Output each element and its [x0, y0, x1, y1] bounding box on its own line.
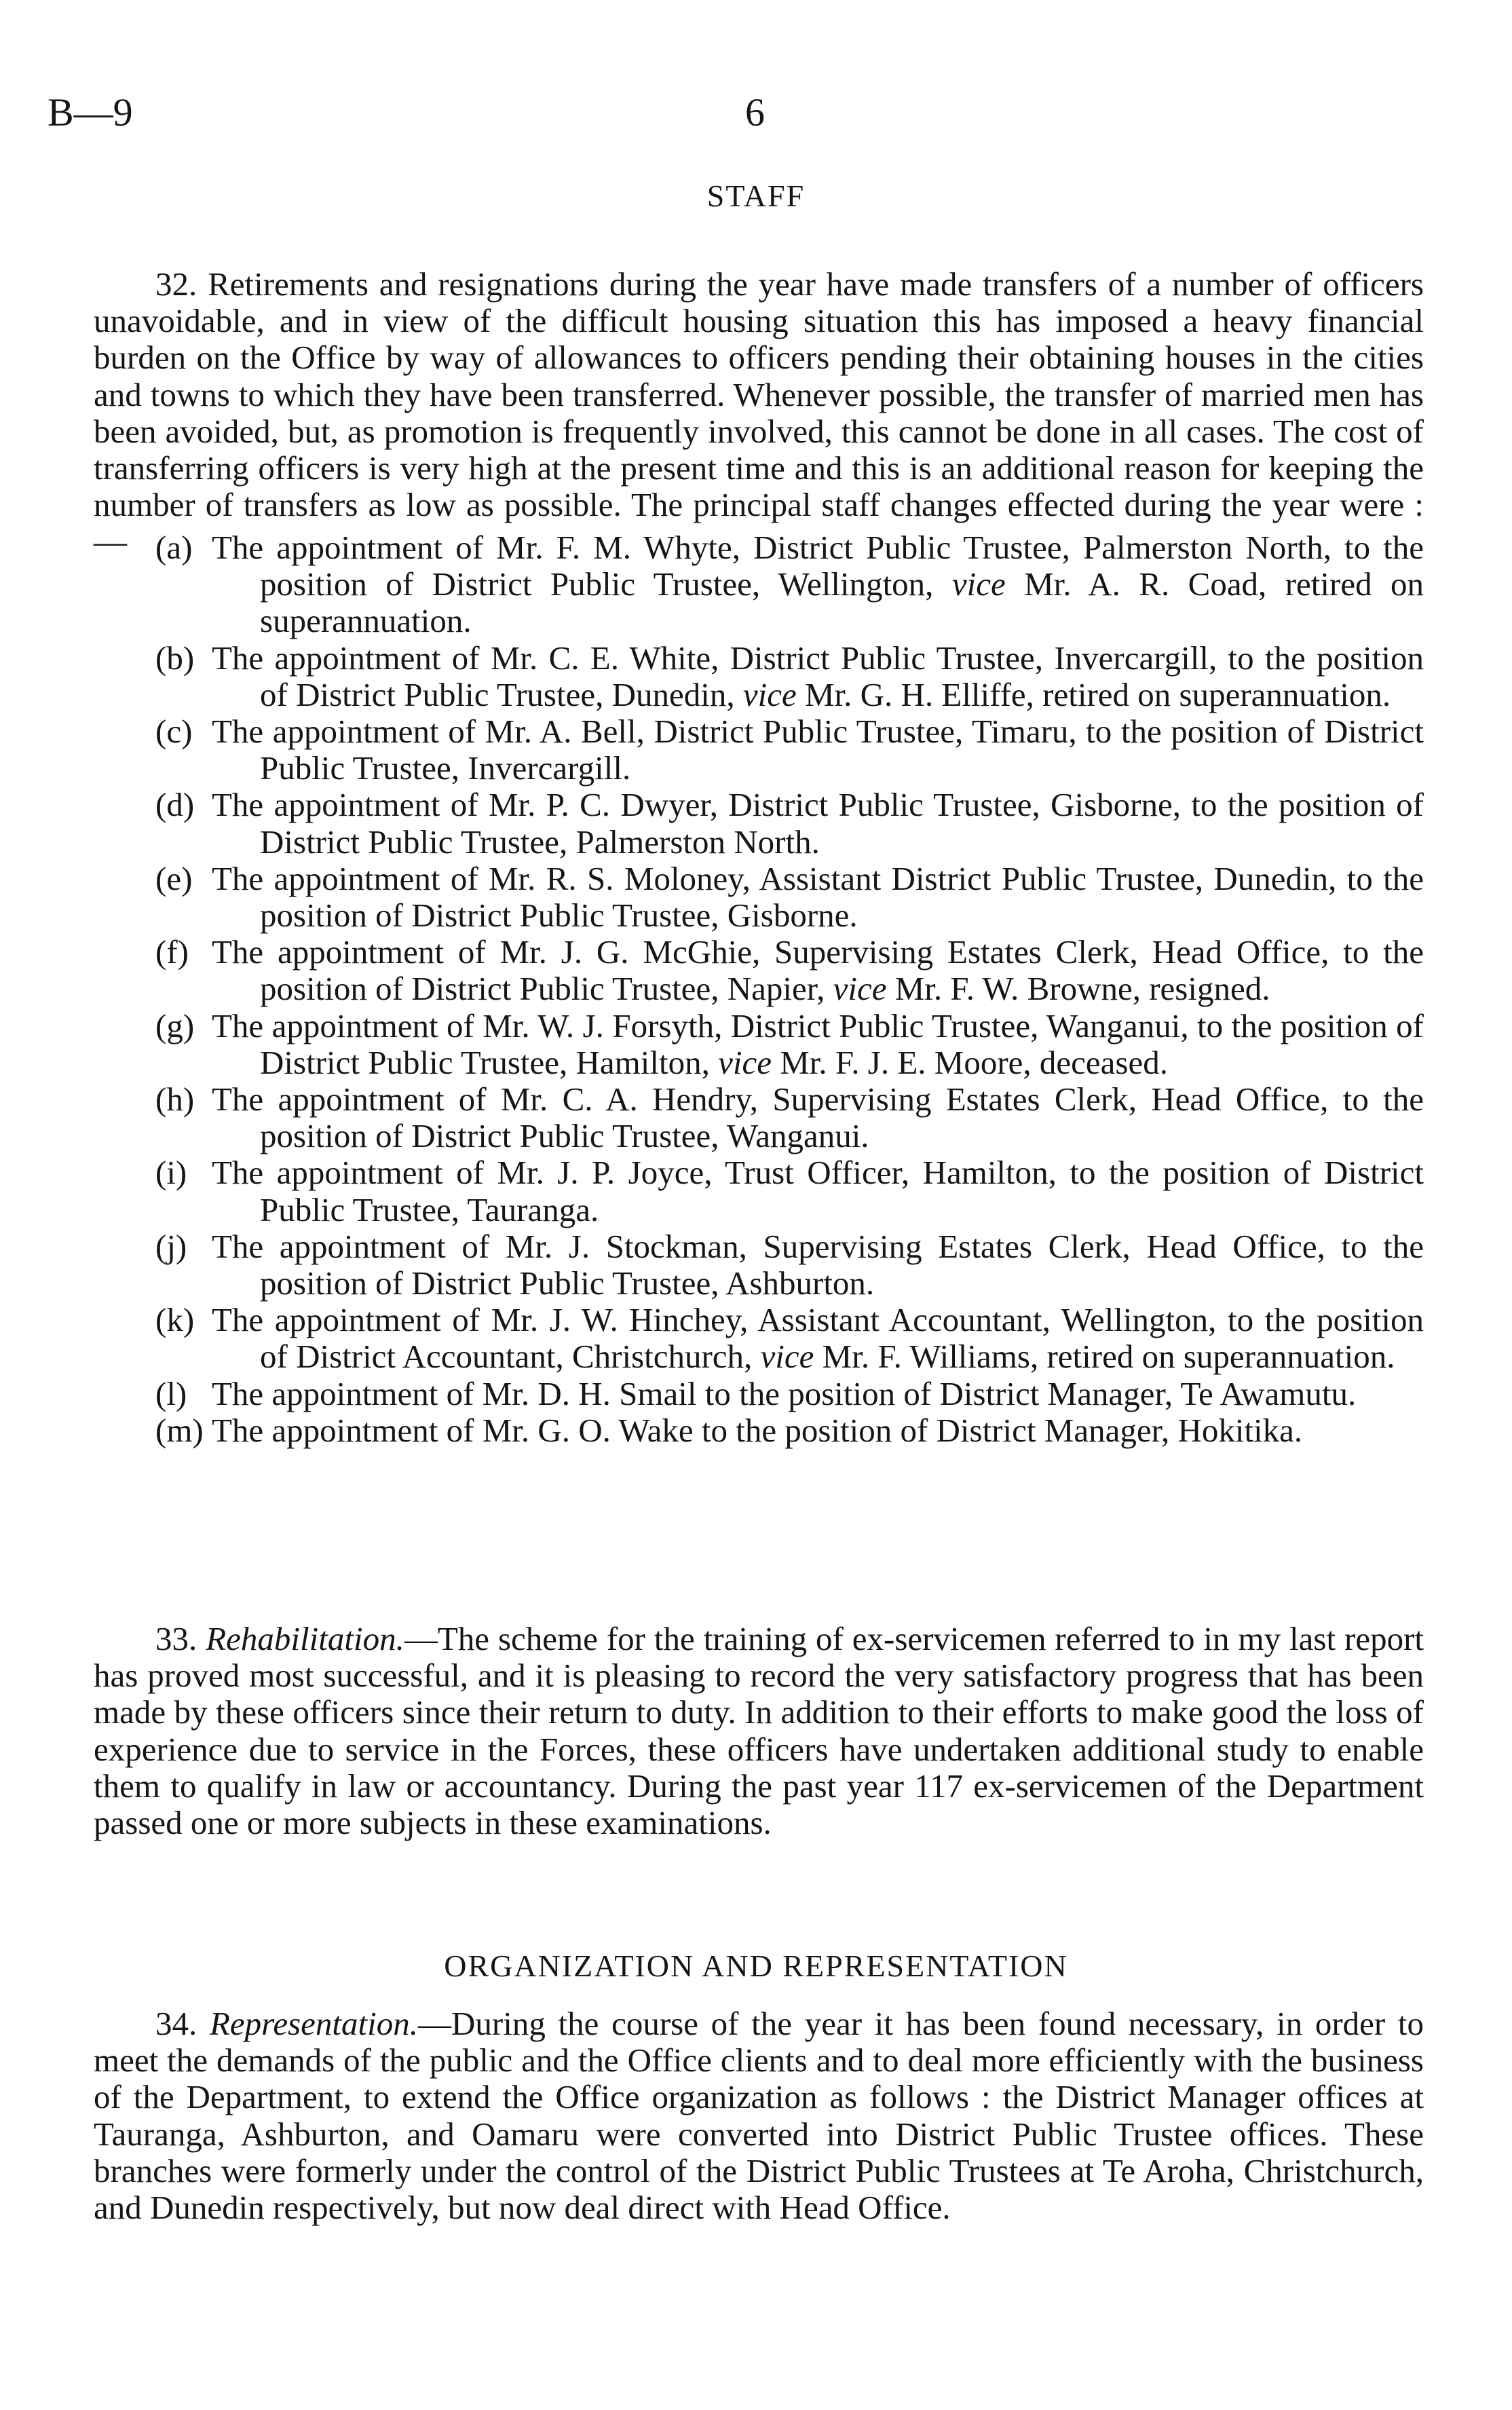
- paragraph-text: [94, 2006, 1424, 2226]
- italic-text: Representation.: [209, 2005, 419, 2042]
- section-heading-staff: STAFF: [706, 178, 806, 213]
- text-run: The appointment of Mr. G. O. Wake to the position of District Manager, Hokitika.: [212, 1411, 1303, 1449]
- list-item-label: (a): [155, 529, 193, 566]
- text-run: The appointment of Mr. D. H. Smail to the position of District Manager, Te Awamutu.: [212, 1374, 1357, 1412]
- list-item: [94, 1081, 1424, 1154]
- paragraph-32: [94, 266, 1424, 561]
- list-item: [94, 861, 1424, 934]
- list-item-text: [212, 1411, 1424, 1449]
- text-run: The appointment of Mr. C. E. White, District Public Trustee, Invercargill, to the position of District Public Trustee, Dunedin,: [212, 639, 1424, 713]
- list-item-text: [212, 1227, 1424, 1302]
- list-item-text: [212, 786, 1424, 861]
- paragraph-34: [94, 2006, 1424, 2226]
- text-run: —The scheme for the training of ex-servicemen referred to in my last report has proved most successful, and it is pleasing to record the very satisfactory progress that has been made by these officers since their return to duty. In addition to their efforts to make good the loss of experience due to service in the Forces, these officers have undertaken additional study to enable them to qualify in law or accountancy. During the past year 117 ex-servicemen of the Department passed one or more subjects in these examinations.: [94, 1620, 1424, 1842]
- list-item-text: [212, 933, 1424, 1008]
- text-run: Mr. F. J. E. Moore, deceased.: [771, 1043, 1168, 1081]
- list-item-label: (m): [155, 1411, 204, 1449]
- list-item-text: [212, 713, 1424, 787]
- list-item-text: [212, 529, 1424, 640]
- list-item-label: (h): [155, 1080, 195, 1118]
- italic-text: vice: [833, 970, 887, 1008]
- list-item: [94, 934, 1424, 1007]
- list-item-text: [212, 859, 1424, 935]
- list-item: [94, 1376, 1424, 1412]
- list-item: [94, 787, 1424, 860]
- list-item-label: (i): [155, 1154, 187, 1192]
- list-item-label: (f): [155, 933, 189, 971]
- text-run: The appointment of Mr. P. C. Dwyer, District Public Trustee, Gisborne, to the position of District Public Trustee, Palmerston North.: [212, 786, 1424, 861]
- list-item-label: (k): [155, 1301, 195, 1339]
- text-run: Mr. F. Williams, retired on superannuation.: [814, 1338, 1395, 1376]
- list-item: [94, 1302, 1424, 1375]
- list-item: [94, 1228, 1424, 1302]
- text-run: Mr. G. H. Elliffe, retired on superannuation.: [796, 675, 1391, 713]
- list-item-label: (c): [155, 713, 193, 751]
- italic-text: Rehabilitation.: [206, 1620, 404, 1657]
- list-item: [94, 1008, 1424, 1081]
- list-item: [94, 640, 1424, 713]
- text-run: The appointment of Mr. C. A. Hendry, Supervising Estates Clerk, Head Office, to the position of District Public Trustee, Wanganui.: [212, 1080, 1424, 1155]
- list-item-label: (l): [155, 1374, 187, 1412]
- text-run: The appointment of Mr. R. S. Moloney, Assistant District Public Trustee, Dunedin, to the position of District Public Trustee, Gisborne.: [212, 859, 1424, 935]
- italic-text: vice: [718, 1043, 772, 1081]
- italic-text: vice: [951, 565, 1006, 603]
- text-run: 33.: [155, 1620, 206, 1657]
- text-run: The appointment of Mr. W. J. Forsyth, District Public Trustee, Wanganui, to the position of District Public Trustee, Hamilton,: [212, 1006, 1424, 1081]
- text-run: 34.: [155, 2005, 210, 2042]
- list-item-label: (j): [155, 1227, 187, 1265]
- document-code: B—9: [48, 90, 133, 134]
- list-item-text: [212, 1006, 1424, 1081]
- text-run: The appointment of Mr. A. Bell, District Public Trustee, Timaru, to the position of District Public Trustee, Invercargill.: [212, 713, 1424, 787]
- text-run: The appointment of Mr. J. G. McGhie, Supervising Estates Clerk, Head Office, to the position of District Public Trustee, Napier,: [212, 933, 1424, 1008]
- list-item-label: (e): [155, 859, 193, 897]
- list-item-text: [212, 1374, 1424, 1412]
- paragraph-text: [94, 266, 1424, 561]
- paragraph-text: [94, 1621, 1424, 1841]
- staff-changes-list: [94, 529, 1424, 1449]
- list-item: [94, 529, 1424, 640]
- list-item-text: [212, 639, 1424, 713]
- list-item: [94, 1154, 1424, 1228]
- list-item: [94, 1412, 1424, 1449]
- list-item: [94, 713, 1424, 787]
- text-run: —During the course of the year it has been found necessary, in order to meet the demands of the public and the Office clients and to deal more efficiently with the business of the Department, to extend the Office organization as follows : the District Manager offices at Tauranga, Ashburton, and Oamaru were converted into District Public Trustee offices. These branches were formerly under the control of the District Public Trustees at Te Aroha, Christchurch, and Dunedin respectively, but now deal direct with Head Office.: [94, 2005, 1424, 2227]
- list-item-label: (g): [155, 1006, 195, 1044]
- page-number: 6: [745, 90, 765, 134]
- list-item-text: [212, 1301, 1424, 1376]
- list-item-text: [212, 1080, 1424, 1155]
- text-run: Mr. F. W. Browne, resigned.: [886, 970, 1270, 1008]
- text-run: The appointment of Mr. J. P. Joyce, Trust Officer, Hamilton, to the position of District Public Trustee, Tauranga.: [212, 1154, 1424, 1228]
- list-item-text: [212, 1154, 1424, 1228]
- text-run: The appointment of Mr. F. M. Whyte, District Public Trustee, Palmerston North, to the position of District Public Trustee, Wellington,: [212, 529, 1424, 603]
- section-heading-organization: ORGANIZATION AND REPRESENTATION: [444, 1948, 1068, 1983]
- text-run: The appointment of Mr. J. W. Hinchey, Assistant Accountant, Wellington, to the position of District Accountant, Christchurch,: [212, 1301, 1424, 1376]
- list-item-label: (b): [155, 639, 195, 677]
- paragraph-33: [94, 1621, 1424, 1841]
- text-run: 32. Retirements and resignations during the year have made transfers of a number of officers unavoidable, and in view of the difficult housing situation this has imposed a heavy financial burden on the Office by way of allowances to officers pending their obtaining houses in the cities and towns to which they have been transferred. Whenever possible, the transfer of married men has been avoided, but, as promotion is frequently involved, this cannot be done in all cases. The cost of transferring officers is very high at the present time and this is an additional reason for keeping the number of transfers as low as possible. The principal staff changes effected during the year were :—: [94, 265, 1424, 561]
- text-run: The appointment of Mr. J. Stockman, Supervising Estates Clerk, Head Office, to the position of District Public Trustee, Ashburton.: [212, 1227, 1424, 1302]
- text-run: Mr. A. R. Coad, retired on superannuation.: [260, 565, 1424, 640]
- italic-text: vice: [760, 1338, 814, 1376]
- italic-text: vice: [742, 675, 797, 713]
- list-item-label: (d): [155, 786, 195, 824]
